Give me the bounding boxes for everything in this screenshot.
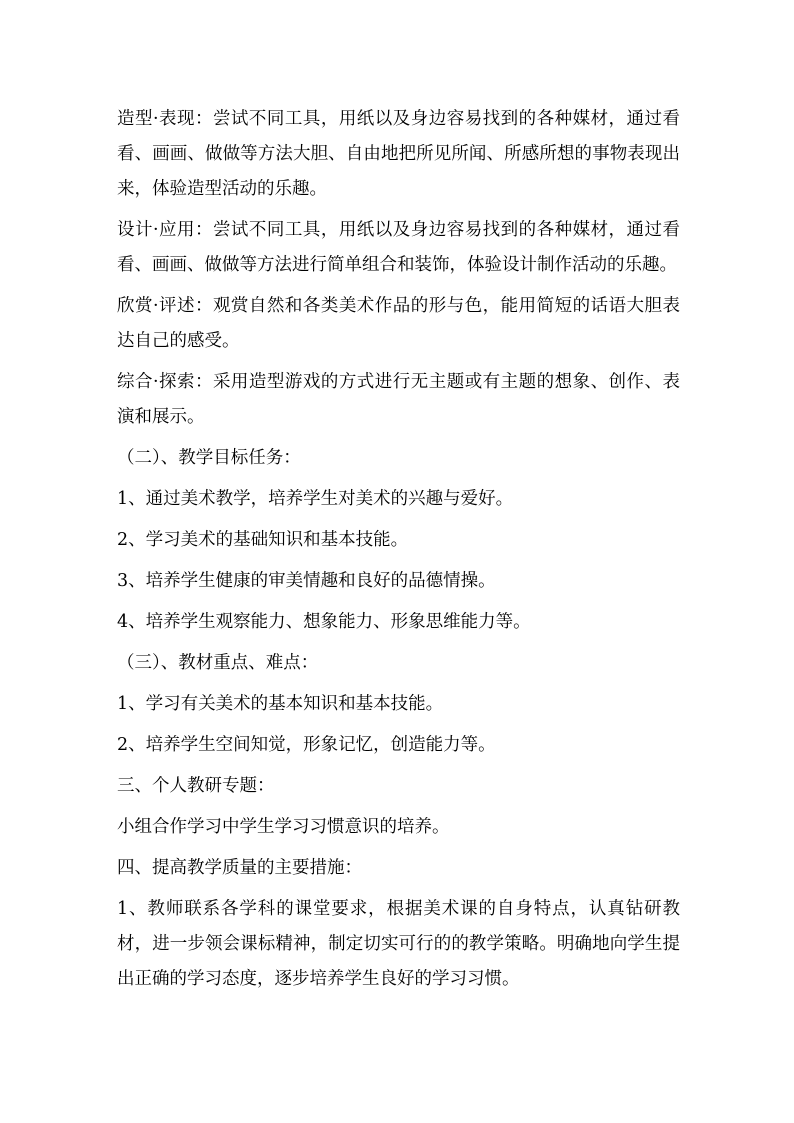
list-item: 2、学习美术的基础知识和基本技能。 (117, 530, 409, 550)
document-body (117, 102, 680, 1003)
list-item: 1、学习有关美术的基本知识和基本技能。 (117, 694, 444, 714)
section-heading-key-points: （三）、教材重点、难点： (117, 653, 319, 673)
section-heading-teaching-goals: （二）、教学目标任务： (117, 448, 301, 468)
list-item: 2、培养学生空间知觉，形象记忆，创造能力等。 (117, 735, 496, 755)
list-item: 4、培养学生观察能力、想象能力、形象思维能力等。 (117, 612, 531, 632)
section-heading-measures: 四、提高教学质量的主要措施： (117, 858, 362, 878)
paragraph-design-application: 设计·应用：尝试不同工具，用纸以及身边容易找到的各种媒材，通过看看、画画、做做等方法进行简单组合和装饰，体验设计制作活动的乐趣。 (117, 220, 680, 275)
paragraph-appreciation-review: 欣赏·评述：观赏自然和各类美术作品的形与色，能用简短的话语大胆表达自己的感受。 (117, 296, 680, 351)
section-heading-research-topic: 三、个人教研专题： (117, 776, 275, 796)
paragraph-measure-1: 1、教师联系各学科的课堂要求，根据美术课的自身特点，认真钻研教材，进一步领会课标精神，制定切实可行的的教学策略。明确地向学生提出正确的学习态度，逐步培养学生良好的学习习惯。 (117, 899, 680, 989)
paragraph-synthesis-exploration: 综合·探索：采用造型游戏的方式进行无主题或有主题的想象、创作、表演和展示。 (117, 372, 680, 427)
list-item: 1、通过美术教学，培养学生对美术的兴趣与爱好。 (117, 489, 514, 509)
research-topic-text: 小组合作学习中学生学习习惯意识的培养。 (117, 817, 450, 837)
list-item: 3、培养学生健康的审美情趣和良好的品德情操。 (117, 571, 496, 591)
paragraph-modeling-expression: 造型·表现：尝试不同工具，用纸以及身边容易找到的各种媒材，通过看看、画画、做做等方法大胆、自由地把所见所闻、所感所想的事物表现出来，体验造型活动的乐趣。 (117, 109, 680, 199)
